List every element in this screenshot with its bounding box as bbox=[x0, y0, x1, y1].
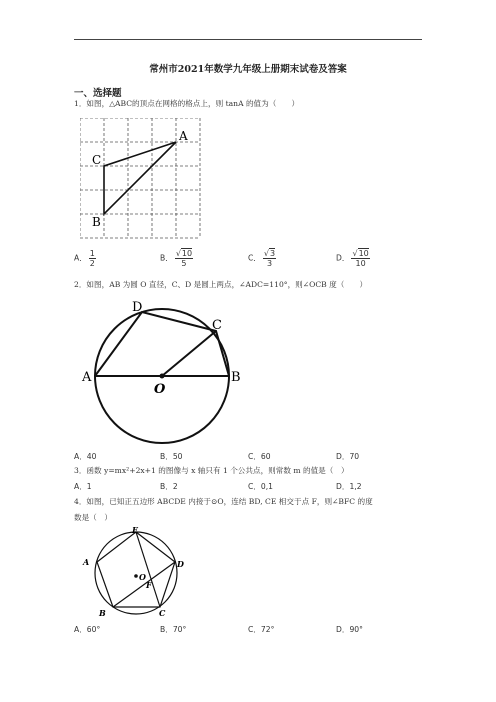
option-key: D． bbox=[336, 253, 350, 263]
option-value: 70 bbox=[349, 452, 360, 461]
option-key: B． bbox=[160, 482, 173, 491]
option-key: A． bbox=[74, 253, 87, 263]
q2-option-c bbox=[248, 451, 271, 462]
q4-option-a bbox=[74, 624, 100, 635]
q4-stem-line1: 4．如图，已知正五边形 ABCDE 内接于⊙O，连结 BD, CE 相交于点 F，则∠BFC 的度 bbox=[74, 497, 373, 506]
option-key: C． bbox=[248, 482, 261, 491]
radicand: 3 bbox=[270, 249, 276, 258]
q2-option-b bbox=[160, 451, 182, 462]
option-key: C． bbox=[248, 253, 261, 263]
section-heading: 一、选择题 bbox=[74, 88, 122, 99]
label-o: O bbox=[154, 382, 166, 397]
q4-option-c bbox=[248, 624, 274, 635]
option-value: 40 bbox=[86, 452, 97, 461]
option-value: 70° bbox=[172, 625, 187, 634]
label-a: A bbox=[83, 557, 90, 567]
label-d: D bbox=[132, 300, 143, 315]
label-o: O bbox=[139, 572, 146, 582]
q3-stem: 3．函数 y=mx²+2x+1 的图像与 x 轴只有 1 个公共点，则常数 m 的值是（ ） bbox=[74, 466, 349, 475]
diagonal-ce bbox=[136, 532, 160, 607]
label-d: D bbox=[177, 559, 184, 569]
q3-option-b bbox=[160, 481, 178, 492]
option-key: D． bbox=[336, 482, 350, 491]
q4-stem-line2: 数是（ ） bbox=[74, 513, 112, 522]
label-b: B bbox=[92, 215, 101, 229]
option-key: D． bbox=[336, 452, 350, 461]
numerator: √10 bbox=[175, 249, 193, 258]
q1-stem: 1．如图，△ABC的顶点在网格的格点上，则 tanA 的值为（ ） bbox=[74, 99, 300, 108]
q2-stem: 2．如图，AB 为圆 O 直径，C、D 是圆上两点，∠ADC=110°，则∠OCB 度（ ） bbox=[74, 280, 368, 289]
option-value: 2 bbox=[172, 482, 178, 491]
q3-option-c bbox=[248, 481, 273, 492]
fraction bbox=[263, 249, 276, 268]
label-c: C bbox=[159, 608, 166, 618]
label-a: A bbox=[179, 129, 188, 143]
fraction bbox=[175, 249, 193, 268]
q4-pentagon-figure bbox=[80, 527, 190, 619]
option-key: C． bbox=[248, 625, 261, 634]
q2-option-a bbox=[74, 451, 96, 462]
q1-option-b bbox=[160, 249, 193, 268]
q4-option-d bbox=[336, 624, 363, 635]
q2-option-d bbox=[336, 451, 359, 462]
document-title: 常州市2021年数学九年级上册期末试卷及答案 bbox=[149, 64, 347, 75]
label-e: E bbox=[132, 527, 139, 535]
denominator: 5 bbox=[181, 259, 187, 268]
center-dot bbox=[160, 374, 165, 379]
triangle-abc bbox=[104, 142, 176, 214]
denominator: 3 bbox=[266, 259, 273, 268]
denominator: 10 bbox=[355, 259, 366, 268]
label-c: C bbox=[92, 153, 102, 167]
center-dot bbox=[134, 574, 138, 578]
radicand: 10 bbox=[358, 249, 369, 258]
q4-option-b bbox=[160, 624, 186, 635]
option-value: 60° bbox=[86, 625, 101, 634]
option-value: 50 bbox=[172, 452, 183, 461]
chord-path bbox=[95, 312, 229, 376]
q3-option-a bbox=[74, 481, 92, 492]
q1-option-c bbox=[248, 249, 276, 268]
option-key: D． bbox=[336, 625, 350, 634]
numerator: 1 bbox=[89, 249, 95, 258]
option-value: 1 bbox=[86, 482, 92, 491]
circle-o bbox=[95, 532, 177, 614]
pentagon-abcde bbox=[97, 532, 175, 607]
label-b: B bbox=[231, 370, 241, 385]
header-rule bbox=[74, 39, 422, 40]
diagonal-bd bbox=[113, 562, 175, 607]
option-key: B． bbox=[160, 625, 173, 634]
q1-option-d bbox=[336, 249, 370, 268]
radicand: 10 bbox=[181, 249, 193, 258]
denominator: 2 bbox=[89, 259, 95, 268]
numerator: √3 bbox=[263, 249, 276, 258]
q1-option-a bbox=[74, 249, 96, 268]
option-key: B． bbox=[160, 253, 173, 263]
option-value: 0,1 bbox=[260, 482, 273, 491]
q2-circle-figure bbox=[80, 296, 250, 446]
label-b: B bbox=[99, 608, 106, 618]
option-key: A． bbox=[74, 452, 87, 461]
option-value: 1,2 bbox=[349, 482, 362, 491]
fraction bbox=[351, 249, 369, 268]
q3-option-d bbox=[336, 481, 362, 492]
radius-oc bbox=[162, 331, 216, 376]
label-f: F bbox=[146, 580, 152, 590]
fraction bbox=[89, 249, 96, 268]
numerator: √10 bbox=[352, 249, 369, 258]
option-key: C． bbox=[248, 452, 261, 461]
label-a: A bbox=[82, 370, 92, 385]
option-value: 90° bbox=[349, 625, 363, 634]
option-value: 60 bbox=[260, 452, 271, 461]
option-key: A． bbox=[74, 625, 87, 634]
label-c: C bbox=[212, 318, 222, 333]
q1-grid-figure bbox=[80, 118, 210, 240]
option-value: 72° bbox=[260, 625, 275, 634]
option-key: A． bbox=[74, 482, 87, 491]
option-key: B． bbox=[160, 452, 173, 461]
